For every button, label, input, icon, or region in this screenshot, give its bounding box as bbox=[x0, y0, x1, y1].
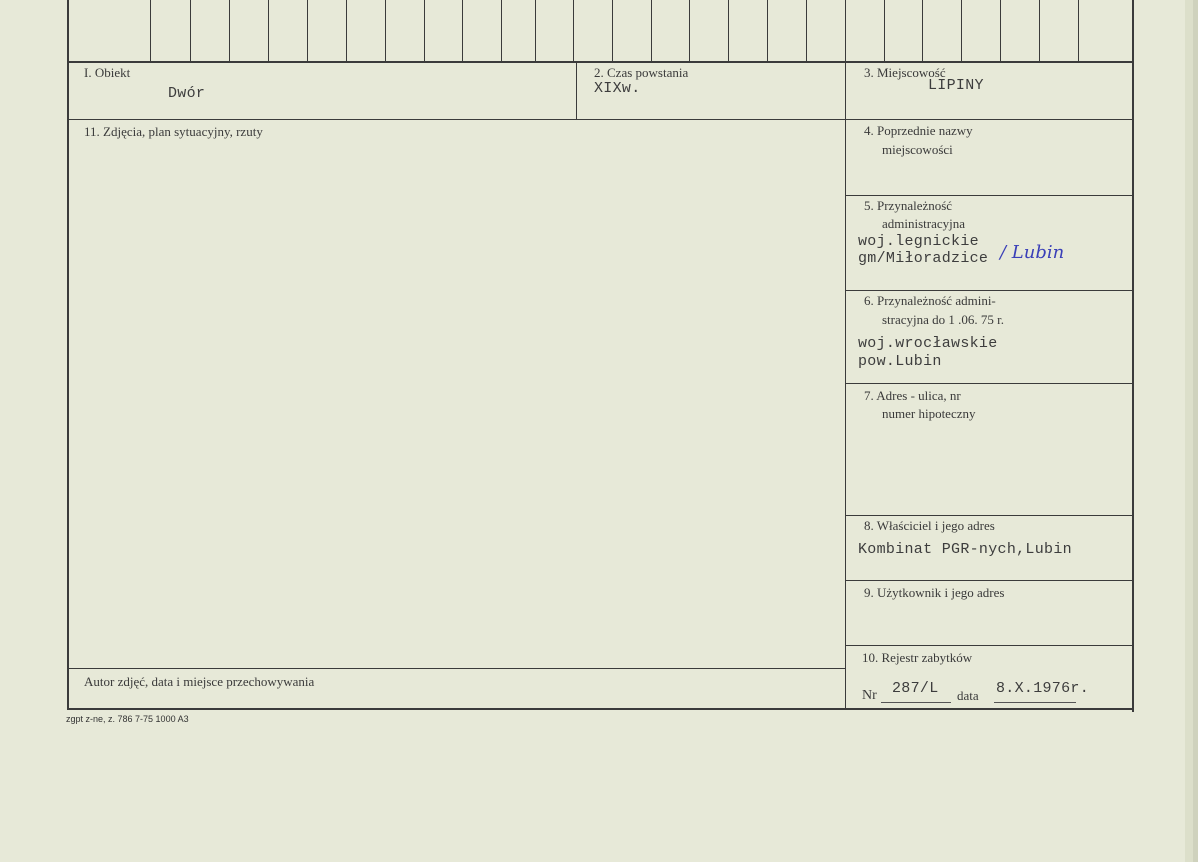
field-5-value-line2: gm/Miłoradzice bbox=[858, 250, 989, 267]
separator-9-10 bbox=[845, 645, 1134, 646]
field-4-label-line2: miejscowości bbox=[882, 142, 953, 157]
tick-divider bbox=[150, 0, 151, 61]
field-5-label-line2: administracyjna bbox=[882, 216, 966, 231]
header-strip-bottom-border bbox=[67, 61, 1134, 63]
tick-divider bbox=[229, 0, 230, 61]
field-7-label-line1: 7. Adres - ulica, nr bbox=[864, 388, 961, 403]
tick-divider bbox=[728, 0, 729, 61]
frame-right-border bbox=[1132, 0, 1134, 712]
field-2-value: XIXw. bbox=[594, 80, 641, 97]
field-3-label: 3. Miejscowość bbox=[864, 65, 946, 80]
field-6-value-line2: pow.Lubin bbox=[858, 353, 942, 370]
author-label: Autor zdjęć, data i miejsce przechowywania bbox=[84, 674, 315, 689]
tick-divider bbox=[573, 0, 574, 61]
row1-bottom-border bbox=[67, 119, 1134, 120]
tick-divider bbox=[884, 0, 885, 61]
field-3-value: LIPINY bbox=[928, 77, 984, 94]
separator-6-7 bbox=[845, 383, 1134, 384]
field-10-data-label: data bbox=[957, 688, 979, 703]
field-8-value: Kombinat PGR-nych,Lubin bbox=[858, 541, 1072, 558]
field-5-handwritten-note: / Lubin bbox=[1000, 242, 1065, 263]
field-8-label: 8. Właściciel i jego adres bbox=[864, 518, 995, 533]
field-4-label-line1: 4. Poprzednie nazwy bbox=[864, 123, 973, 138]
tick-divider bbox=[612, 0, 613, 61]
field-7-label-line2: numer hipoteczny bbox=[882, 406, 976, 421]
field-1-value: Dwór bbox=[168, 85, 206, 102]
separator-5-6 bbox=[845, 290, 1134, 291]
tick-divider bbox=[501, 0, 502, 61]
row1-divider bbox=[576, 63, 577, 120]
tick-divider bbox=[845, 0, 846, 61]
tick-divider bbox=[307, 0, 308, 61]
field-5-value-line1: woj.legnickie bbox=[858, 233, 979, 250]
field-9-label: 9. Użytkownik i jego adres bbox=[864, 585, 1005, 600]
tick-divider bbox=[922, 0, 923, 61]
field-1-label: I. Obiekt bbox=[84, 65, 131, 80]
tick-divider bbox=[385, 0, 386, 61]
field-10-nr-label: Nr bbox=[862, 688, 877, 703]
author-row-separator bbox=[67, 668, 845, 669]
tick-divider bbox=[346, 0, 347, 61]
frame-bottom-border bbox=[67, 708, 1134, 710]
field-2-label: 2. Czas powstania bbox=[594, 65, 689, 80]
tick-divider bbox=[689, 0, 690, 61]
field-10-nr-value: 287/L bbox=[892, 680, 939, 697]
row1-divider bbox=[845, 63, 846, 120]
separator-4-5 bbox=[845, 195, 1134, 196]
tick-divider bbox=[462, 0, 463, 61]
right-column-divider bbox=[845, 120, 846, 710]
print-code: zgpt z-ne, z. 786 7-75 1000 A3 bbox=[66, 714, 189, 724]
tick-divider bbox=[535, 0, 536, 61]
field-10-nr-underline bbox=[881, 702, 951, 703]
field-10-data-underline bbox=[994, 702, 1076, 703]
field-10-data-value: 8.X.1976r. bbox=[996, 680, 1090, 697]
tick-divider bbox=[1000, 0, 1001, 61]
tick-divider bbox=[651, 0, 652, 61]
separator-7-8 bbox=[845, 515, 1134, 516]
tick-divider bbox=[961, 0, 962, 61]
tick-divider bbox=[190, 0, 191, 61]
tick-divider bbox=[1039, 0, 1040, 61]
field-6-label-line2: stracyjna do 1 .06. 75 r. bbox=[882, 312, 1005, 327]
tick-divider bbox=[767, 0, 768, 61]
field-5-label-line1: 5. Przynależność bbox=[864, 198, 953, 213]
field-6-value-line1: woj.wrocławskie bbox=[858, 335, 998, 352]
field-11-label: 11. Zdjęcia, plan sytuacyjny, rzuty bbox=[84, 124, 263, 139]
separator-8-9 bbox=[845, 580, 1134, 581]
tick-divider bbox=[424, 0, 425, 61]
tick-divider bbox=[268, 0, 269, 61]
tick-divider bbox=[1078, 0, 1079, 61]
frame-left-border bbox=[67, 0, 69, 710]
field-6-label-line1: 6. Przynależność admini- bbox=[864, 293, 996, 308]
tick-divider bbox=[806, 0, 807, 61]
field-10-label: 10. Rejestr zabytków bbox=[862, 650, 973, 665]
